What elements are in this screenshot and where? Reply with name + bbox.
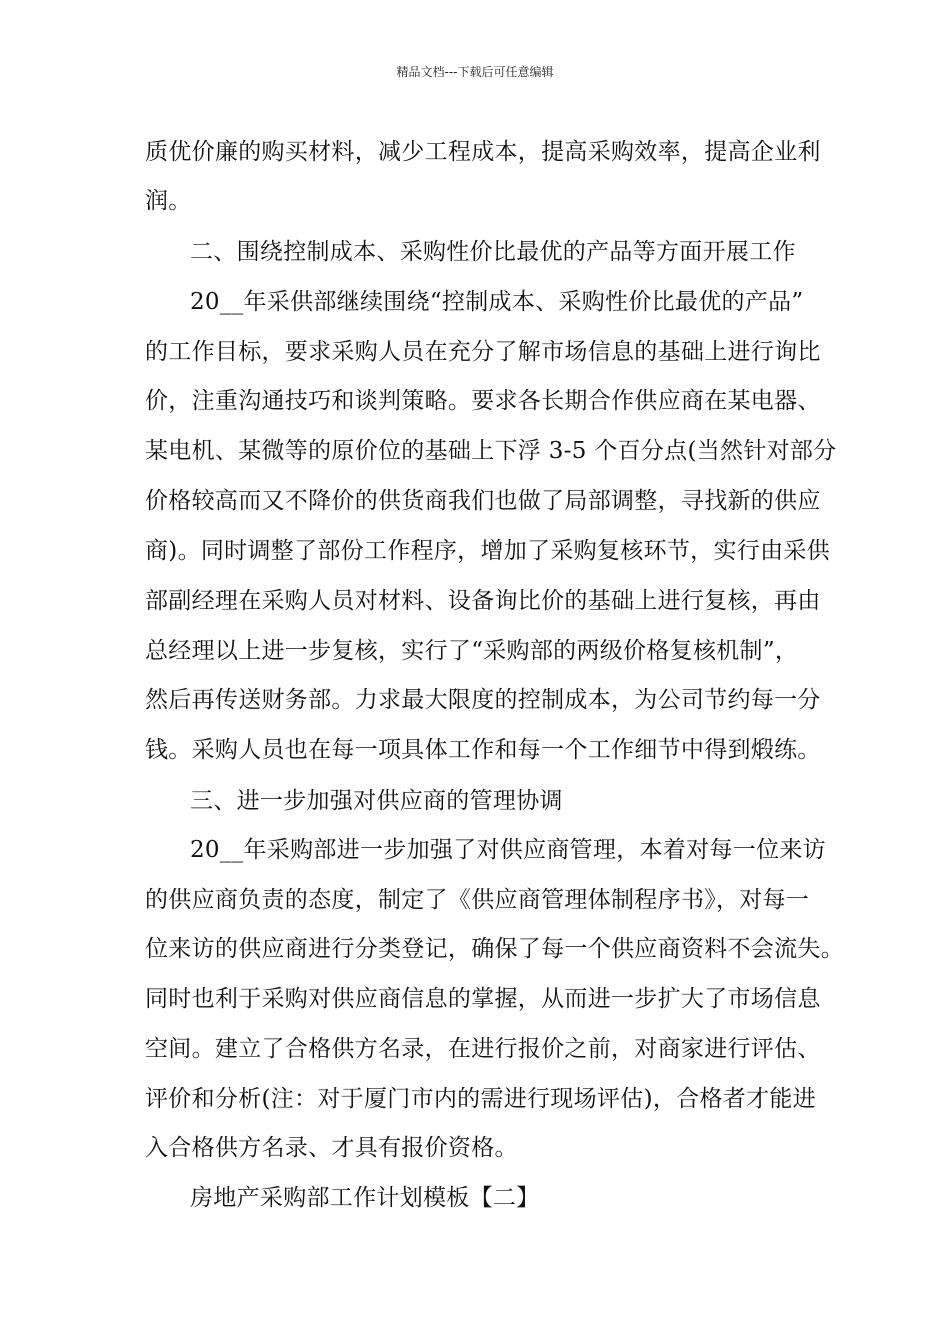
body-line: 钱。采购人员也在每一项具体工作和每一个工作细节中得到煅练。 — [145, 737, 821, 763]
body-line: 质优价廉的购买材料，减少工程成本，提高采购效率，提高企业利 — [145, 139, 821, 165]
body-line: 同时也利于采购对供应商信息的掌握，从而进一步扩大了市场信息 — [145, 986, 821, 1012]
page-header: 精品文档---下载后可任意编辑 — [396, 65, 554, 79]
document-subtitle: 房地产采购部工作计划模板【二】 — [190, 1185, 540, 1211]
body-line: 位来访的供应商进行分类登记，确保了每一个供应商资料不会流失。 — [145, 936, 844, 962]
body-line: 20__年采供部继续围绕“控制成本、采购性价比最优的产品” — [190, 289, 804, 315]
body-line: 的供应商负责的态度，制定了《供应商管理体制程序书》，对每一 — [145, 887, 810, 913]
body-line: 价，注重沟通技巧和谈判策略。要求各长期合作供应商在某电器、 — [145, 388, 821, 414]
body-line: 润。 — [145, 188, 192, 214]
body-line: 入合格供方名录、才具有报价资格。 — [145, 1135, 518, 1161]
body-line: 商)。同时调整了部份工作程序，增加了采购复核环节，实行由采供 — [145, 538, 830, 564]
body-line: 部副经理在采购人员对材料、设备询比价的基础上进行复核，再由 — [145, 588, 821, 614]
section-heading: 二、围绕控制成本、采购性价比最优的产品等方面开展工作 — [190, 239, 796, 265]
body-line: 某电机、某微等的原价位的基础上下浮 3-5 个百分点(当然针对部分 — [145, 438, 837, 464]
section-heading: 三、进一步加强对供应商的管理协调 — [190, 788, 563, 814]
body-line: 然后再传送财务部。力求最大限度的控制成本，为公司节约每一分 — [145, 687, 821, 713]
body-line: 20__年采购部进一步加强了对供应商管理，本着对每一位来访 — [190, 837, 826, 863]
body-line: 评价和分析(注：对于厦门市内的需进行现场评估)，合格者才能进 — [145, 1086, 816, 1112]
body-line: 空间。建立了合格供方名录，在进行报价之前，对商家进行评估、 — [145, 1036, 821, 1062]
body-line: 的工作目标，要求采购人员在充分了解市场信息的基础上进行询比 — [145, 339, 821, 365]
body-line: 总经理以上进一步复核，实行了“采购部的两级价格复核机制”， — [145, 638, 799, 664]
body-line: 价格较高而又不降价的供货商我们也做了局部调整，寻找新的供应 — [145, 488, 821, 514]
